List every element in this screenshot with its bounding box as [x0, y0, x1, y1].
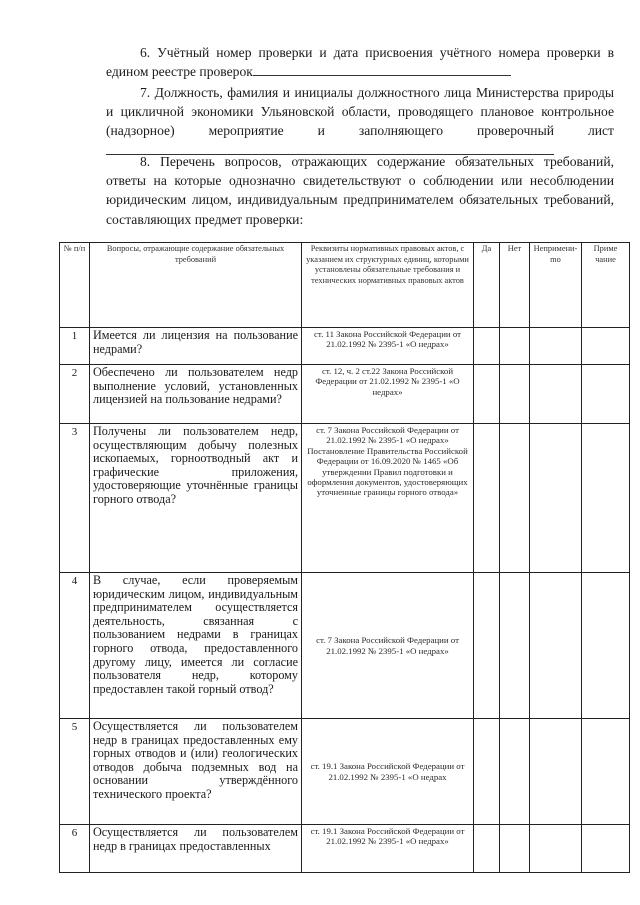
row-question: Осуществляется ли пользователем недр в границах предоставленных: [90, 825, 302, 873]
row-question: Получены ли пользователем недр, осуществляющим добычу полезных ископаемых, горноотводный акт и графические приложения, удостоверяющие уточнённые границы горного отвода?: [90, 424, 302, 573]
paragraph-8: [106, 152, 614, 229]
paragraph-7-text: 7. Должность, фамилия и инициалы должностного лица Министерства природы и цикличной экономики Ульяновской области, проводящего плановое контрольное (надзорное) мероприятие и заполняющего проверочный лист: [106, 85, 614, 139]
cell-note[interactable]: [582, 328, 630, 365]
cell-no[interactable]: [500, 328, 530, 365]
cell-not-applicable[interactable]: [530, 424, 582, 573]
paragraph-6-text: 6. Учётный номер проверки и дата присвоения учётного номера проверки в едином реестре проверок: [106, 45, 614, 80]
cell-no[interactable]: [500, 825, 530, 873]
table-header-row: [60, 243, 630, 328]
row-requisites: ст. 7 Закона Российской Федерации от 21.02.1992 № 2395-1 «О недрах» Постановление Правительства Российской Федерации от 16.09.2020 № 1465 «Об утверждении Правил подготовки и оформления документов, удостоверяющих уточненные границы горного отвода»: [302, 424, 474, 573]
table-row: [60, 573, 630, 719]
cell-yes[interactable]: [474, 424, 500, 573]
cell-yes[interactable]: [474, 573, 500, 719]
table-row: [60, 825, 630, 873]
row-number: 2: [60, 365, 90, 424]
row-requisites: ст. 12, ч. 2 ст.22 Закона Российской Федерации от 21.02.1992 № 2395-1 «О недрах»: [302, 365, 474, 424]
table-row: [60, 328, 630, 365]
row-number: 4: [60, 573, 90, 719]
cell-note[interactable]: [582, 365, 630, 424]
paragraph-6: [106, 43, 614, 81]
cell-yes[interactable]: [474, 825, 500, 873]
row-requisites: ст. 7 Закона Российской Федерации от 21.02.1992 № 2395-1 «О недрах»: [302, 573, 474, 719]
fill-line-6: [253, 63, 511, 76]
cell-no[interactable]: [500, 365, 530, 424]
row-question: В случае, если проверяемым юридическим лицом, индивидуальным предпринимателем осуществляется деятельность, связанная с пользованием недрами в границах горного отвода, предоставленного другому лицу, имеется ли согласие пользователя недр, которому предоставлен такой горный отвод?: [90, 573, 302, 719]
row-number: 3: [60, 424, 90, 573]
table-row: [60, 424, 630, 573]
cell-not-applicable[interactable]: [530, 825, 582, 873]
table-row: [60, 365, 630, 424]
cell-note[interactable]: [582, 719, 630, 825]
paragraph-7: [106, 83, 614, 160]
cell-yes[interactable]: [474, 365, 500, 424]
row-number: 6: [60, 825, 90, 873]
table-row: [60, 719, 630, 825]
cell-yes[interactable]: [474, 719, 500, 825]
header-no: Нет: [500, 243, 530, 328]
cell-note[interactable]: [582, 573, 630, 719]
header-question: Вопросы, отражающие содержание обязательных требований: [90, 243, 302, 328]
row-requisites: ст. 19.1 Закона Российской Федерации от 21.02.1992 № 2395-1 «О недрах: [302, 719, 474, 825]
header-requisites: Реквизиты нормативных правовых актов, с указанием их структурных единиц, которыми установлены обязательные требования и технических нормативных правовых актов: [302, 243, 474, 328]
row-number: 1: [60, 328, 90, 365]
header-yes: Да: [474, 243, 500, 328]
row-requisites: ст. 19.1 Закона Российской Федерации от 21.02.1992 № 2395-1 «О недрах»: [302, 825, 474, 873]
row-requisites: ст. 11 Закона Российской Федерации от 21.02.1992 № 2395-1 «О недрах»: [302, 328, 474, 365]
cell-not-applicable[interactable]: [530, 365, 582, 424]
paragraph-8-text: 8. Перечень вопросов, отражающих содержание обязательных требований, ответы на которые однозначно свидетельствуют о соблюдении или несоблюдении юридическим лицом, индивидуальным предпринимателем обязательных требований, составляющих предмет проверки:: [106, 154, 614, 227]
cell-not-applicable[interactable]: [530, 328, 582, 365]
header-num: № п/п: [60, 243, 90, 328]
cell-not-applicable[interactable]: [530, 573, 582, 719]
row-question: Имеется ли лицензия на пользование недрами?: [90, 328, 302, 365]
cell-no[interactable]: [500, 719, 530, 825]
header-not-applicable: Непримениmo: [530, 243, 582, 328]
checklist-table: [59, 242, 630, 873]
cell-yes[interactable]: [474, 328, 500, 365]
row-question: Осуществляется ли пользователем недр в границах предоставленных ему горных отводов и (или) геологических отводов добыча подземных вод на основании утверждённого технического проекта?: [90, 719, 302, 825]
cell-no[interactable]: [500, 424, 530, 573]
cell-note[interactable]: [582, 424, 630, 573]
header-note: Приме чание: [582, 243, 630, 328]
row-number: 5: [60, 719, 90, 825]
cell-note[interactable]: [582, 825, 630, 873]
cell-not-applicable[interactable]: [530, 719, 582, 825]
row-question: Обеспечено ли пользователем недр выполнение условий, установленных лицензией на пользование недрами?: [90, 365, 302, 424]
cell-no[interactable]: [500, 573, 530, 719]
